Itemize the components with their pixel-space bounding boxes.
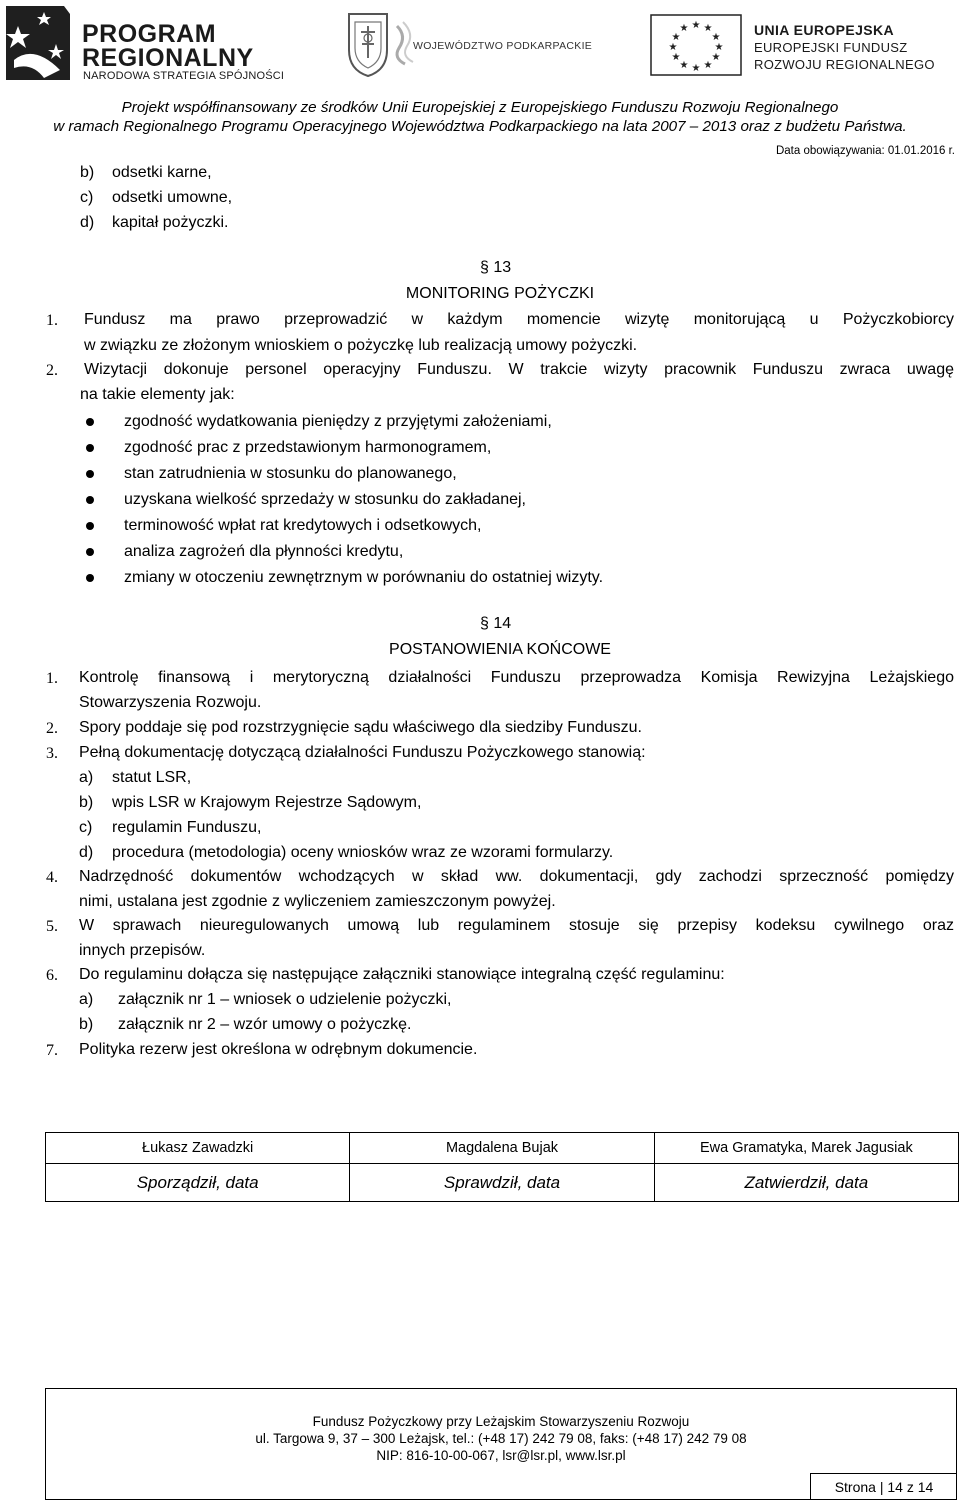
svg-text:★: ★	[703, 60, 713, 71]
section-14-title: POSTANOWIENIA KOŃCOWE	[389, 641, 611, 658]
bullet-item: zmiany w otoczeniu zewnętrznym w porównaniu do ostatniej wizyty.	[124, 569, 604, 586]
bullet-icon	[86, 418, 94, 426]
item-number: 1.	[46, 312, 58, 329]
svg-text:★: ★	[668, 42, 678, 53]
bullet-item: zgodność prac z przedstawionym harmonogramem,	[124, 439, 492, 456]
item-text: w związku ze złożonym wnioskiem o pożyczkę lub realizacją umowy pożyczki.	[84, 337, 638, 354]
signature-names-row	[46, 1133, 959, 1164]
item-text: nimi, ustalana jest zgodnie z wyliczeniem zamieszczonym powyżej.	[79, 893, 556, 910]
program-logo-line1: PROGRAM	[82, 20, 217, 48]
voivodeship-name: WOJEWÓDZTWO PODKARPACKIE	[413, 40, 593, 52]
svg-text:★: ★	[714, 42, 724, 53]
footer-line-3: NIP: 816-10-00-067, lsr@lsr.pl, www.lsr.pl	[376, 1448, 626, 1463]
signature-role-checked: Sprawdził, data	[350, 1164, 654, 1202]
section-14-heading	[480, 614, 511, 634]
bullet-icon	[86, 548, 94, 556]
svg-text:★: ★	[671, 32, 681, 43]
item-text: Do regulaminu dołącza się następujące załączniki stanowiące integralną część regulaminu:	[79, 966, 725, 983]
item-text: Pełną dokumentację dotyczącą działalności Funduszu Pożyczkowego stanowią:	[79, 744, 646, 761]
footer-line-2: ul. Targowa 9, 37 – 300 Leżajsk, tel.: (+48 17) 242 79 08, faks: (+48 17) 242 79 08	[255, 1431, 747, 1446]
item-text: innych przepisów.	[79, 942, 206, 959]
list-item: odsetki karne,	[112, 164, 212, 181]
item-text: Spory poddaje się pod rozstrzygnięcie sądu właściwego dla siedziby Funduszu.	[79, 719, 642, 736]
program-regionalny-mark-icon	[4, 4, 74, 82]
section-14-number: 14	[493, 615, 512, 632]
svg-text:★: ★	[679, 23, 689, 34]
bullet-icon	[86, 496, 94, 504]
coat-of-arms-icon	[345, 10, 391, 78]
eu-logo-line3: ROZWOJU REGIONALNEGO	[754, 57, 935, 72]
program-logo-line3: NARODOWA STRATEGIA SPÓJNOŚCI	[83, 70, 285, 82]
svg-text:★: ★	[703, 23, 713, 34]
bullet-item: uzyskana wielkość sprzedaży w stosunku do zakładanej,	[124, 491, 526, 508]
item-number: 5.	[46, 918, 58, 935]
item-text: Kontrolę finansową i merytoryczną działalności Funduszu przeprowadza Komisja Rewizyjna Leżajskiego	[79, 669, 954, 686]
signature-name-prepared: Łukasz Zawadzki	[46, 1133, 350, 1164]
footer-box	[45, 1388, 957, 1500]
section-sign: §	[480, 259, 489, 276]
bullet-icon	[86, 574, 94, 582]
bullet-icon	[86, 444, 94, 452]
list-item-marker: b)	[80, 164, 95, 181]
item-number: 2.	[46, 720, 58, 737]
sub-item-marker: b)	[79, 794, 94, 811]
section-sign: §	[480, 615, 489, 632]
list-item: kapitał pożyczki.	[112, 214, 229, 231]
footer-address	[46, 1413, 956, 1464]
item-number: 2.	[46, 362, 58, 379]
list-item: odsetki umowne,	[112, 189, 233, 206]
sub-item-marker: a)	[79, 991, 94, 1008]
sub-item: statut LSR,	[112, 769, 192, 786]
section-13-number: 13	[493, 259, 512, 276]
signature-role-prepared: Sporządził, data	[46, 1164, 350, 1202]
page-number: Strona | 14 z 14	[810, 1473, 957, 1500]
sub-item-marker: a)	[79, 769, 94, 786]
svg-text:★: ★	[691, 63, 701, 74]
eu-flag-icon	[650, 14, 742, 76]
bullet-icon	[86, 470, 94, 478]
sub-item-marker: c)	[79, 819, 93, 836]
item-number: 4.	[46, 869, 58, 886]
footer-line-1: Fundusz Pożyczkowy przy Leżajskim Stowarzyszeniu Rozwoju	[312, 1414, 690, 1429]
program-regionalny-logo	[4, 4, 304, 84]
sub-item: procedura (metodologia) oceny wniosków wraz ze wzorami formularzy.	[112, 844, 614, 861]
sub-item-marker: b)	[79, 1016, 94, 1033]
list-item-marker: c)	[80, 189, 94, 206]
item-text: Nadrzędność dokumentów wchodzących w skład ww. dokumentacji, gdy zachodzi sprzeczność pomiędzy	[79, 868, 954, 885]
signature-roles-row	[46, 1164, 959, 1202]
sub-item: wpis LSR w Krajowym Rejestrze Sądowym,	[112, 794, 422, 811]
item-text: W sprawach nieuregulowanych umową lub regulaminem stosuje się przepisy kodeksu cywilnego oraz	[79, 917, 954, 934]
svg-text:★: ★	[691, 20, 701, 31]
section-13-heading	[480, 258, 511, 278]
svg-text:★: ★	[679, 60, 689, 71]
item-text: Fundusz ma prawo przeprowadzić w każdym momencie wizytę monitorującą u Pożyczkobiorcy	[84, 311, 954, 328]
signature-name-checked: Magdalena Bujak	[350, 1133, 654, 1164]
program-logo-line2: REGIONALNY	[82, 44, 254, 72]
signature-name-approved: Ewa Gramatyka, Marek Jagusiak	[654, 1133, 958, 1164]
item-text: Stowarzyszenia Rozwoju.	[79, 694, 262, 711]
sub-item: regulamin Funduszu,	[112, 819, 262, 836]
bullet-icon	[86, 522, 94, 530]
project-line-1: Projekt współfinansowany ze środków Unii Europejskiej z Europejskiego Funduszu Rozwoju Regionalnego	[121, 99, 839, 116]
svg-text:★: ★	[671, 52, 681, 63]
signature-table	[45, 1132, 959, 1202]
eu-logo-line2: EUROPEJSKI FUNDUSZ	[754, 40, 908, 55]
item-text: Wizytacji dokonuje personel operacyjny Funduszu. W trakcie wizyty pracownik Funduszu zwraca uwagę	[84, 361, 954, 378]
voivodeship-logo	[345, 10, 605, 82]
item-number: 7.	[46, 1042, 58, 1059]
project-line-2: w ramach Regionalnego Programu Operacyjnego Województwa Podkarpackiego na lata 2007 – 2013 oraz z budżetu Państwa.	[53, 118, 907, 135]
bullet-item: terminowość wpłat rat kredytowych i odsetkowych,	[124, 517, 482, 534]
item-number: 6.	[46, 967, 58, 984]
sub-item: załącznik nr 2 – wzór umowy o pożyczkę.	[118, 1016, 412, 1033]
eu-logo-title: UNIA EUROPEJSKA	[754, 22, 895, 38]
bullet-item: analiza zagrożeń dla płynności kredytu,	[124, 543, 404, 560]
item-number: 3.	[46, 745, 58, 762]
section-13-title: MONITORING POŻYCZKI	[405, 285, 595, 302]
list-item-marker: d)	[80, 214, 95, 231]
sub-item: załącznik nr 1 – wniosek o udzielenie pożyczki,	[118, 991, 452, 1008]
item-text: Polityka rezerw jest określona w odrębnym dokumencie.	[79, 1041, 478, 1058]
svg-text:★: ★	[711, 32, 721, 43]
sub-item-marker: d)	[79, 844, 94, 861]
signature-role-approved: Zatwierdził, data	[654, 1164, 958, 1202]
validity-date: Data obowiązywania: 01.01.2016 r.	[775, 145, 955, 157]
bullet-item: zgodność wydatkowania pieniędzy z przyjętymi założeniami,	[124, 413, 552, 430]
item-text: na takie elementy jak:	[80, 386, 235, 403]
svg-text:★: ★	[711, 52, 721, 63]
item-number: 1.	[46, 670, 58, 687]
eu-logo	[650, 14, 950, 80]
bullet-item: stan zatrudnienia w stosunku do planowanego,	[124, 465, 457, 482]
